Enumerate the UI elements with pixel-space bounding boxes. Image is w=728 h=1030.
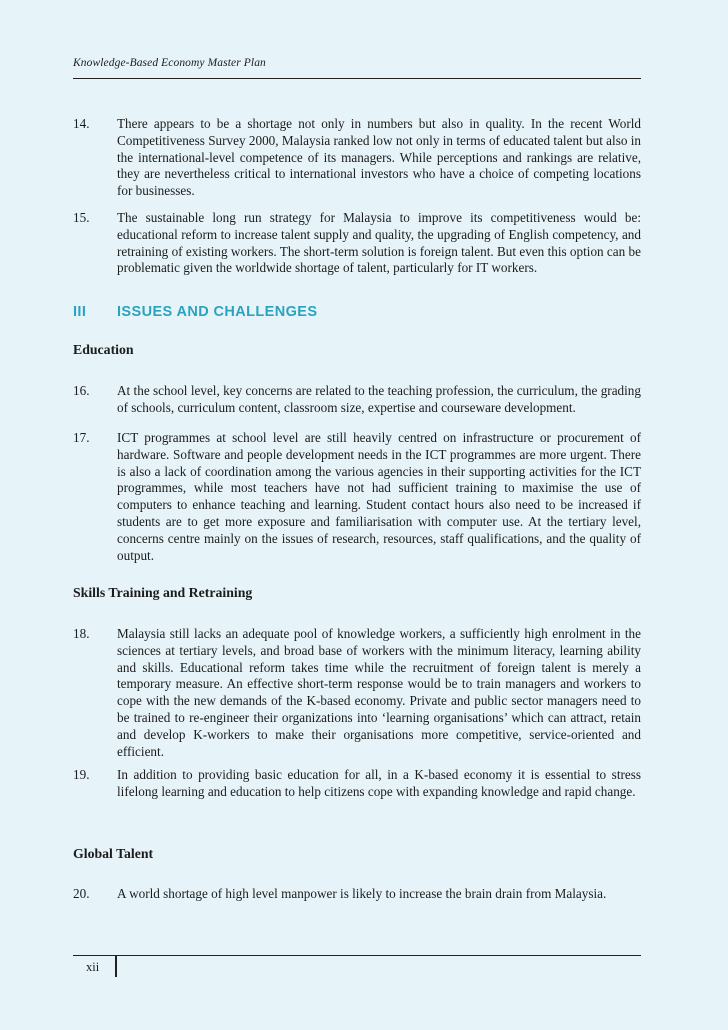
footer-rule (73, 955, 641, 956)
paragraph-number: 15. (73, 210, 90, 225)
paragraph-number: 20. (73, 886, 90, 901)
paragraph-text: In addition to providing basic education for all, in a K-based economy it is essential to stress lifelong learning and education to help citizens cope with expanding knowledge and rapid change. (117, 767, 641, 799)
footer-divider-bar (115, 955, 117, 977)
paragraph-16 (73, 383, 641, 417)
paragraph-19 (73, 767, 641, 801)
paragraph-text: At the school level, key concerns are related to the teaching profession, the curriculum, the grading of schools, curriculum content, classroom size, expertise and courseware development. (117, 383, 641, 415)
paragraph-number: 17. (73, 430, 90, 445)
paragraph-text: The sustainable long run strategy for Malaysia to improve its competitiveness would be: educational reform to increase talent supply and quality, the upgrading of English competency, and retraining of existing workers. The short-term solution is foreign talent. But even this option can be problematic given the worldwide shortage of talent, particularly for IT workers. (117, 210, 641, 276)
running-header: Knowledge-Based Economy Master Plan (73, 57, 266, 69)
paragraph-number: 14. (73, 116, 90, 131)
page-number: xii (86, 960, 100, 974)
paragraph-text: There appears to be a shortage not only in numbers but also in quality. In the recent World Competitiveness Survey 2000, Malaysia ranked low not only in terms of educated talent but also in the international-level competence of its managers. While perceptions and rankings are relative, they are nevertheless critical to international investors who have a choice of competing locations for businesses. (117, 116, 641, 199)
paragraph-14 (73, 116, 641, 200)
header-rule (73, 78, 641, 79)
subheading-education: Education (73, 342, 134, 357)
paragraph-17 (73, 430, 641, 564)
paragraph-15 (73, 210, 641, 277)
paragraph-text: ICT programmes at school level are still heavily centred on infrastructure or procurement of hardware. Software and people development needs in the ICT programmes are more urgent. There is also a lack of coordination among the various agencies in their supporting activities for the ICT programmes, while most teachers have not had sufficient training to maximise the use of computers to enhance teaching and learning. Student contact hours also need to be increased if students are to get more exposure and familiarisation with computer use. At the tertiary level, concerns centre mainly on the issues of research, resources, staff qualifications, and the quality of output. (117, 430, 641, 563)
paragraph-number: 18. (73, 626, 90, 641)
subheading-global-talent: Global Talent (73, 846, 154, 861)
section-title: ISSUES AND CHALLENGES (117, 304, 318, 320)
paragraph-20 (73, 886, 641, 903)
paragraph-number: 19. (73, 767, 90, 782)
subheading-skills-training: Skills Training and Retraining (73, 585, 253, 600)
paragraph-18 (73, 626, 641, 760)
paragraph-text: A world shortage of high level manpower is likely to increase the brain drain from Malaysia. (117, 886, 607, 901)
paragraph-text: Malaysia still lacks an adequate pool of knowledge workers, a sufficiently high enrolment in the sciences at tertiary levels, and broad base of workers with the minimum literacy, learning ability and skills. Educational reform takes time while the recruitment of foreign talent is merely a temporary measure. An effective short-term response would be to train managers and workers to cope with the new demands of the K-based economy. Private and public sector managers need to be trained to re-engineer their organizations into ‘learning organisations’ which can attract, retain and develop K-workers to make their organisations more competitive, service-oriented and efficient. (117, 626, 641, 759)
section-number: III (73, 304, 87, 320)
paragraph-number: 16. (73, 383, 90, 398)
